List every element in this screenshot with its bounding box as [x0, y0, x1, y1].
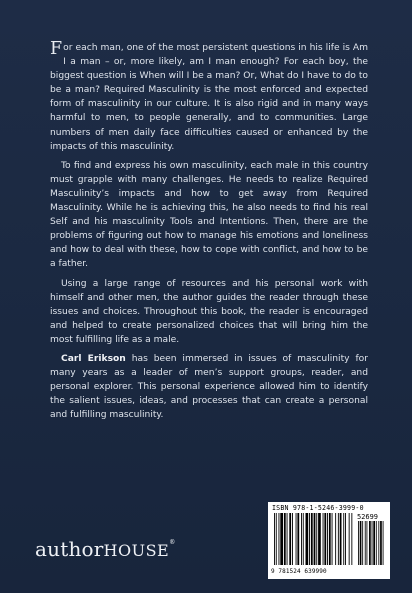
author-name: Carl Erikson [61, 353, 126, 364]
blurb-paragraph-2: To find and express his own masculinity, each male in this country must grapple with many challenges. He needs to realize Required Masculinity’s impacts and how to get away from Required Masculinity. While he is achieving this, he also needs to find his real Self and his masculinity Tools and Intentions. Then, there are the problems of figuring out how to manage his emotions and loneliness and how to deal with these, how to cope with conflict, and how to be a father. [50, 160, 368, 270]
barcode-addon-bar [367, 521, 368, 565]
barcode-addon-bar [365, 521, 366, 565]
barcode-bar [301, 513, 302, 565]
barcode-bar [335, 513, 336, 565]
barcode-addon-bar [358, 521, 359, 565]
barcode-bar [287, 513, 288, 565]
barcode-addon-bar [373, 521, 375, 565]
blurb-paragraph-3: Using a large range of resources and his personal work with himself and other men, the author guides the reader through these issues and choices. Throughout this book, the reader is encouraged and helped to create personalized choices that will bring him the most fulfilling life as a male. [50, 278, 368, 345]
barcode-addon-bar [376, 521, 377, 565]
blurb-paragraph-1 [50, 41, 368, 154]
blurb [50, 41, 368, 427]
barcode-addon-bar [378, 521, 379, 565]
barcode-bar [327, 513, 328, 565]
barcode-bar [280, 513, 283, 565]
barcode-bar [309, 513, 310, 565]
barcode-bar [284, 513, 286, 565]
barcode-bar [274, 513, 275, 565]
publisher-logo [35, 537, 175, 561]
barcode-bar [324, 513, 326, 565]
barcode-bar [289, 513, 291, 565]
barcode-bar [276, 513, 277, 565]
barcode-bar [343, 513, 344, 565]
barcode-bar [292, 513, 293, 565]
barcode-bar [297, 513, 299, 565]
price-code: 52699 [357, 513, 378, 521]
barcode-bar [323, 513, 324, 565]
barcode-bar [318, 513, 321, 565]
author-bio-text: has been immersed in issues of masculinity for many years as a leader of men’s support groups, reader, and personal explorer. This personal experience allowed him to identify the salient issues, ideas, and processes that can create a personal and fulfilling masculinity. [50, 353, 369, 421]
barcode-bar [332, 513, 333, 565]
paragraph-text: or each man, one of the most persistent questions in his life is Am I a man – or, more likely, am I man enough? For each boy, the biggest question is When will I be a man? Or, What do I have to do to be a man? Required Masculinity is the most enforced and expected form of masculinity in our culture. It is also rigid and in many ways harmful to men, to people generally, and to communities. Large numbers of men daily face difficulties caused or enhanced by the impacts of this masculinity. [50, 43, 368, 152]
barcode-bar [338, 513, 339, 565]
trademark-symbol: ® [169, 539, 176, 546]
barcode-bar [351, 513, 352, 565]
barcode-bar [340, 513, 342, 565]
publisher-logo-part1: author [35, 537, 104, 561]
barcode-bar [316, 513, 317, 565]
author-bio [50, 352, 368, 422]
barcode-bar [349, 513, 350, 565]
barcode-bar [279, 513, 280, 565]
barcode-bar [311, 513, 313, 565]
barcode-addon-bar [362, 521, 363, 565]
barcode-bar [296, 513, 297, 565]
isbn-barcode [268, 502, 390, 579]
barcode-bars [274, 513, 386, 567]
isbn-label: ISBN 978-1-5246-3999-0 [272, 504, 364, 512]
barcode-addon-bar [369, 521, 371, 565]
isbn-digits: 9 781524 639990 [271, 568, 327, 575]
barcode-bar [314, 513, 316, 565]
drop-cap: F [50, 39, 63, 59]
barcode-addon-bar [372, 521, 373, 565]
barcode-addon-bar [360, 521, 362, 565]
barcode-bar [303, 513, 304, 565]
barcode-addon-bar [383, 521, 384, 565]
barcode-bar [306, 513, 309, 565]
barcode-bar [345, 513, 346, 565]
barcode-bar [329, 513, 331, 565]
barcode-addon-bar [380, 521, 382, 565]
publisher-logo-part2: HOUSE [103, 541, 170, 560]
